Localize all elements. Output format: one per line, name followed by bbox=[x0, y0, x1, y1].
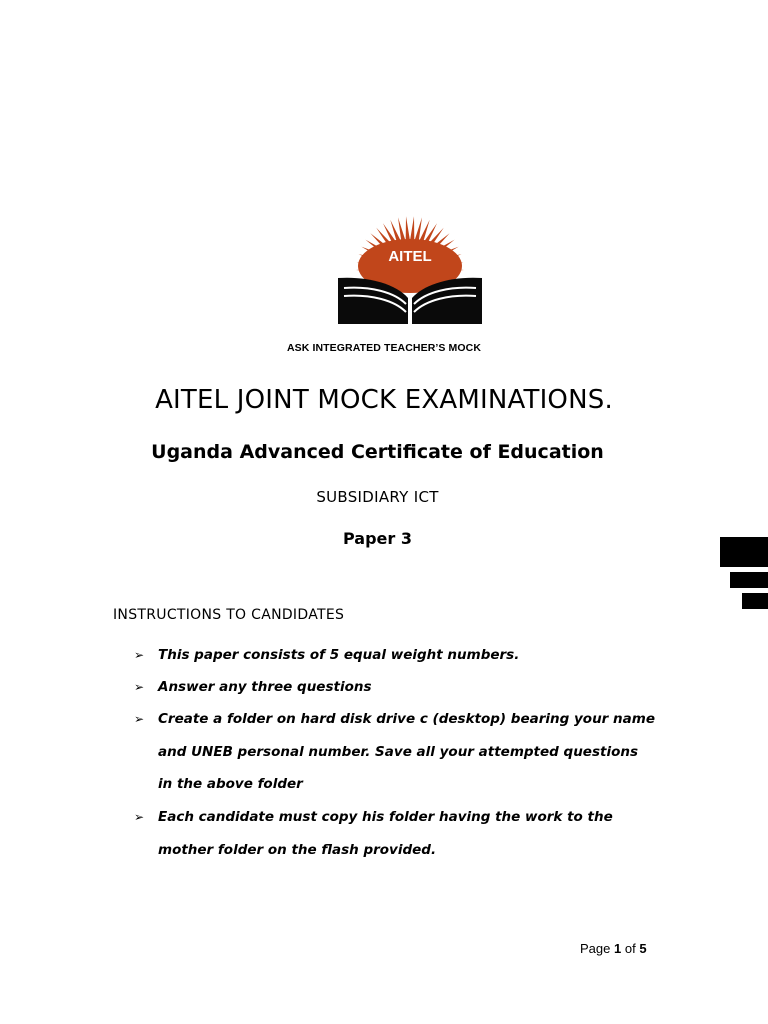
instruction-line: in the above folder bbox=[158, 776, 303, 792]
page-of: of bbox=[624, 941, 636, 956]
instruction-line: mother folder on the flash provided. bbox=[158, 842, 437, 858]
arrow-bullet-icon: ➢ bbox=[134, 810, 145, 824]
page-current: 1 bbox=[614, 941, 622, 956]
exam-title: AITEL JOINT MOCK EXAMINATIONS. bbox=[155, 385, 613, 415]
instruction-line: Answer any three questions bbox=[158, 679, 372, 695]
arrow-bullet-icon: ➢ bbox=[134, 648, 145, 662]
page-total: 5 bbox=[639, 941, 647, 956]
paper-number: Paper 3 bbox=[343, 529, 412, 548]
page-label: Page bbox=[580, 941, 611, 956]
instruction-line: and UNEB personal number. Save all your attempted questions bbox=[158, 744, 639, 760]
instruction-line: This paper consists of 5 equal weight numbers. bbox=[158, 647, 520, 663]
arrow-bullet-icon: ➢ bbox=[134, 680, 145, 694]
logo-caption: ASK INTEGRATED TEACHER’S MOCK bbox=[286, 342, 482, 354]
instruction-line: Create a folder on hard disk drive c (desktop) bearing your name bbox=[158, 711, 655, 727]
arrow-bullet-icon: ➢ bbox=[134, 712, 145, 726]
instructions-heading: INSTRUCTIONS TO CANDIDATES bbox=[113, 607, 345, 623]
logo-text: AITEL bbox=[388, 248, 432, 265]
subject-name: SUBSIDIARY ICT bbox=[316, 488, 439, 506]
page-number bbox=[580, 941, 647, 956]
exam-subtitle: Uganda Advanced Certificate of Education bbox=[151, 441, 604, 463]
aitel-logo bbox=[318, 214, 502, 330]
instruction-line: Each candidate must copy his folder having the work to the bbox=[158, 809, 613, 825]
